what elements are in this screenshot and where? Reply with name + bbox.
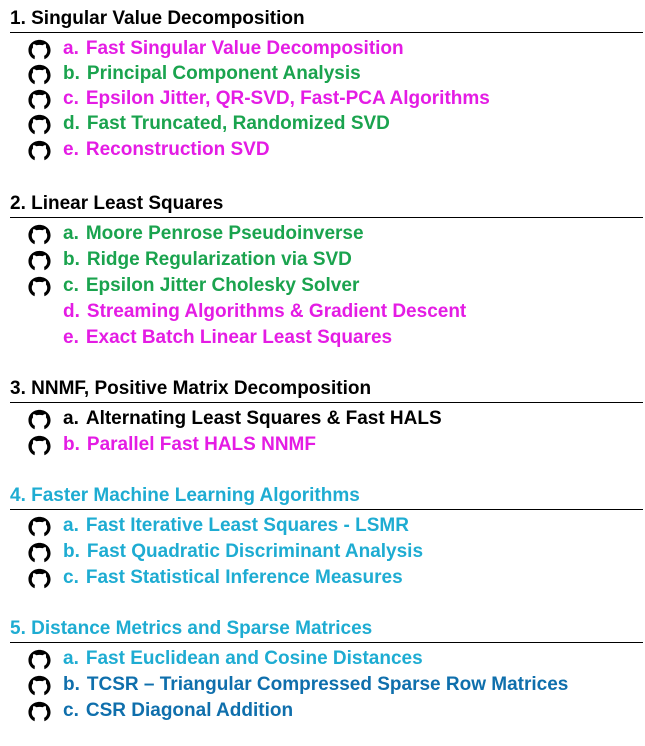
github-icon[interactable] <box>26 275 53 300</box>
github-icon[interactable] <box>26 567 53 592</box>
section-divider <box>10 32 643 33</box>
list-item-tcsr[interactable] <box>26 672 636 698</box>
github-icon[interactable] <box>26 700 53 725</box>
item-label[interactable]: c. Epsilon Jitter, QR-SVD, Fast-PCA Algorithms <box>63 88 490 109</box>
list-item-streaming-algorithms <box>26 299 636 325</box>
item-label[interactable]: b. Ridge Regularization via SVD <box>63 249 352 270</box>
list-item-qda[interactable] <box>26 539 636 565</box>
github-icon[interactable] <box>26 648 53 673</box>
github-icon[interactable] <box>26 63 53 88</box>
item-label[interactable]: e. Reconstruction SVD <box>63 139 270 160</box>
list-item-truncated-svd[interactable] <box>26 111 636 137</box>
section-title: 2. Linear Least Squares <box>10 193 224 214</box>
github-icon[interactable] <box>26 541 53 566</box>
section-divider <box>10 402 643 403</box>
list-item-statistical-inference[interactable] <box>26 565 636 591</box>
section-title: 5. Distance Metrics and Sparse Matrices <box>10 618 373 639</box>
list-item-lsmr[interactable] <box>26 513 636 539</box>
item-label: e. Exact Batch Linear Least Squares <box>63 327 393 348</box>
list-item-pca[interactable] <box>26 61 636 87</box>
github-icon[interactable] <box>26 674 53 699</box>
section-divider <box>10 642 643 643</box>
github-icon[interactable] <box>26 139 53 164</box>
github-icon[interactable] <box>26 38 53 63</box>
item-label[interactable]: c. Fast Statistical Inference Measures <box>63 567 403 588</box>
section-title: 4. Faster Machine Learning Algorithms <box>10 485 360 506</box>
list-item-epsilon-jitter-qr-svd[interactable] <box>26 86 636 112</box>
list-item-parallel-fast-hals[interactable] <box>26 432 636 458</box>
list-item-euclidean-cosine[interactable] <box>26 646 636 672</box>
list-item-exact-batch-lls <box>26 325 636 351</box>
item-label: d. Streaming Algorithms & Gradient Descent <box>63 301 467 322</box>
item-label[interactable]: b. Fast Quadratic Discriminant Analysis <box>63 541 424 562</box>
list-item-fast-svd[interactable] <box>26 36 636 62</box>
item-label[interactable]: a. Fast Euclidean and Cosine Distances <box>63 648 423 669</box>
item-label[interactable]: a. Fast Iterative Least Squares - LSMR <box>63 515 409 536</box>
github-icon[interactable] <box>26 88 53 113</box>
section-title: 3. NNMF, Positive Matrix Decomposition <box>10 378 372 399</box>
github-icon[interactable] <box>26 249 53 274</box>
section-divider <box>10 509 643 510</box>
item-label[interactable]: c. CSR Diagonal Addition <box>63 700 294 721</box>
list-item-ridge-regularization[interactable] <box>26 247 636 273</box>
github-icon[interactable] <box>26 223 53 248</box>
github-icon[interactable] <box>26 113 53 138</box>
item-label[interactable]: b. TCSR – Triangular Compressed Sparse Row Matrices <box>63 674 569 695</box>
item-label[interactable]: a. Alternating Least Squares & Fast HALS <box>63 408 442 429</box>
github-icon[interactable] <box>26 515 53 540</box>
github-icon[interactable] <box>26 434 53 459</box>
section-divider <box>10 217 643 218</box>
item-label[interactable]: b. Parallel Fast HALS NNMF <box>63 434 316 455</box>
list-item-alternating-least-squares[interactable] <box>26 406 636 432</box>
github-icon[interactable] <box>26 408 53 433</box>
item-label[interactable]: a. Moore Penrose Pseudoinverse <box>63 223 364 244</box>
item-label[interactable]: d. Fast Truncated, Randomized SVD <box>63 113 390 134</box>
section-title: 1. Singular Value Decomposition <box>10 8 305 29</box>
item-label[interactable]: b. Principal Component Analysis <box>63 63 361 84</box>
item-label[interactable]: c. Epsilon Jitter Cholesky Solver <box>63 275 360 296</box>
item-label[interactable]: a. Fast Singular Value Decomposition <box>63 38 404 59</box>
list-item-cholesky-solver[interactable] <box>26 273 636 299</box>
list-item-csr-diagonal-addition[interactable] <box>26 698 636 724</box>
list-item-pseudoinverse[interactable] <box>26 221 636 247</box>
list-item-reconstruction-svd[interactable] <box>26 137 636 163</box>
